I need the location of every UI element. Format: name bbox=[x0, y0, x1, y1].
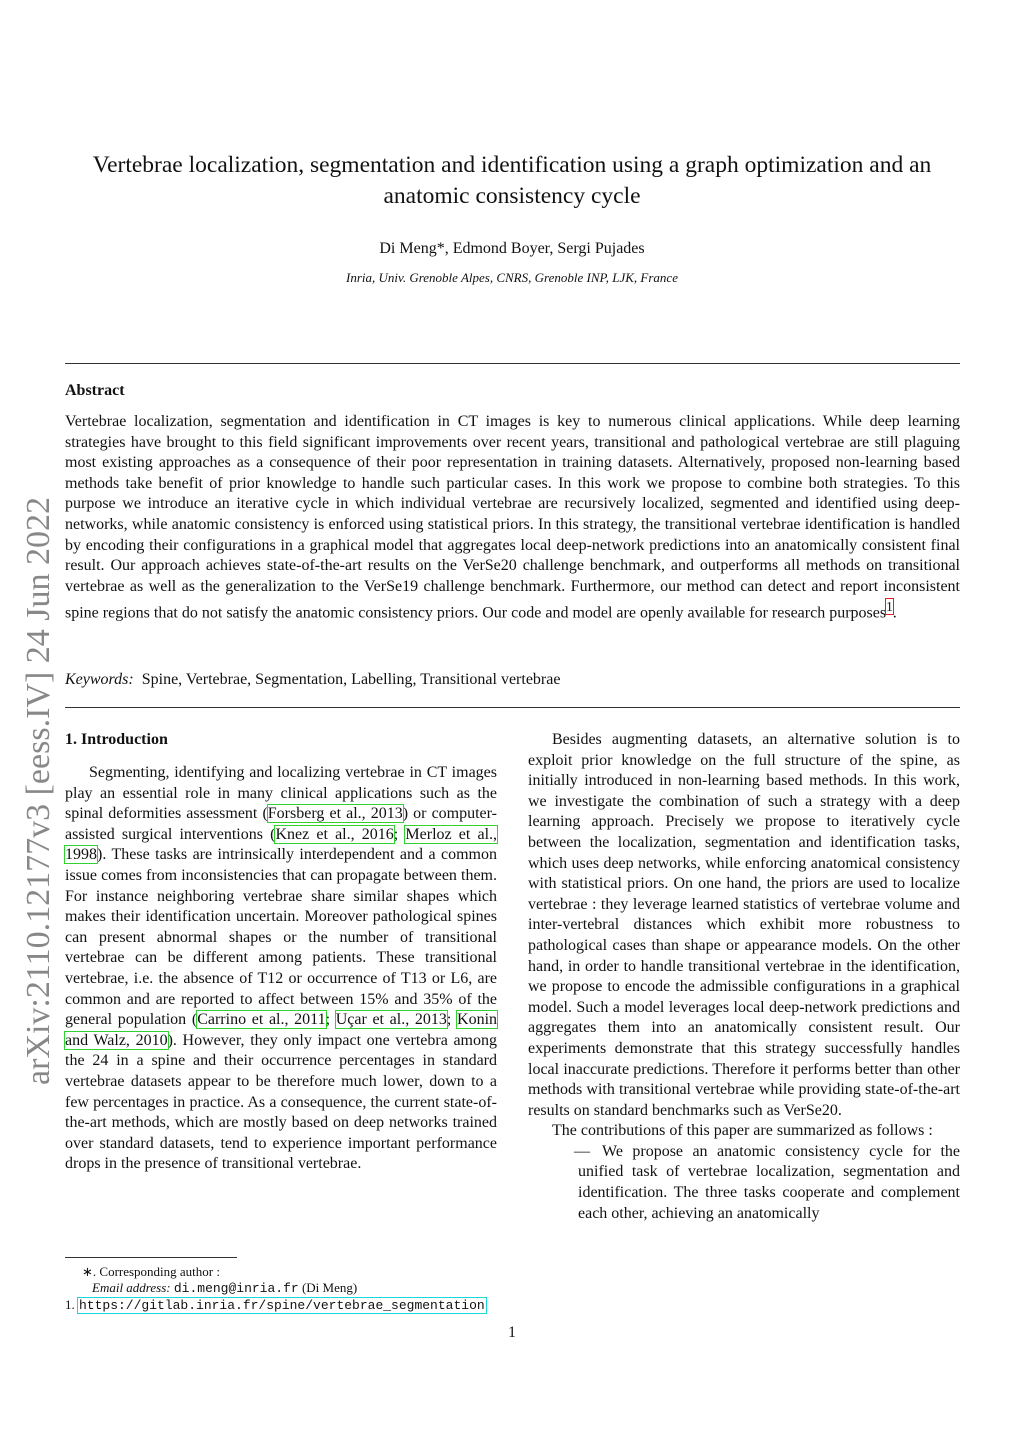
affiliation: Inria, Univ. Grenoble Alpes, CNRS, Grenoble INP, LJK, France bbox=[346, 270, 678, 285]
abstract-text: Vertebrae localization, segmentation and identification in CT images is key to numerous clinical applications. While deep learning strategies have brought to this field significant improvements over recent years, transitional and pathological vertebrae are still plaguing most existing approaches as a consequence of their poor representation in training datasets. Alternatively, proposed non-learning based methods take benefit of prior knowledge to handle such particular cases. In this work we propose to combine both strategies. To this purpose we introduce an iterative cycle in which individual vertebrae are recursively localized, segmented and identified using deep-networks, while anatomic consistency is enforced using statistical priors. In this strategy, the transitional vertebrae identification is handled by encoding their configurations in a graphical model that aggregates local deep-network predictions into an anatomically consistent final result. Our approach achieves state-of-the-art results on the VerSe20 challenge benchmark, and outperforms all methods on transitional vertebrae as well as the generalization to the VerSe19 challenge benchmark. Furthermore, our method can detect and report inconsistent spine regions that do not satisfy the anatomic consistency priors. Our code and model are openly available for research purposes bbox=[65, 413, 960, 622]
footnote-divider bbox=[65, 1257, 237, 1258]
intro-paragraph-2: Besides augmenting datasets, an alternative solution is to exploit prior knowledge on the full structure of the spine, as initially introduced in non-learning based methods. In this work, we investigate the combination of such a strategy with a deep learning approach. Precisely we propose to iteratively cycle between the localization, segmentation and identification tasks, which uses deep networks, while enforcing anatomical consistency with statistical priors. On one hand, the priors are used to localize vertebrae : they leverage learned statistics of vertebrae volume and inter-vertebral distances which exhibit more robustness to pathological cases than shape or appearance models. On the other hand, in order to handle transitional vertebrae in the identification, we propose to encode the admissible configurations in a graphical model. Such a model leverages local deep-network predictions and aggregates them into an anatomically consistent result. Our experiments demonstrate that this strategy successfully handles local inaccurate predictions. Therefore it performs better than other methods with transitional vertebrae while providing state-of-the-art results on standard benchmarks such as VerSe20. bbox=[528, 731, 960, 1119]
footnote-1 bbox=[65, 1297, 486, 1313]
list-dash: — bbox=[574, 1142, 590, 1160]
footnote-number: 1. bbox=[65, 1297, 75, 1312]
email-name: (Di Meng) bbox=[301, 1280, 358, 1295]
citation-knez-2016[interactable]: Knez et al., 2016 bbox=[275, 825, 394, 843]
author-list: Di Meng*, Edmond Boyer, Sergi Pujades bbox=[379, 240, 645, 257]
contribution-item-1 bbox=[528, 1142, 960, 1224]
paper-title: Vertebrae localization, segmentation and identification using a graph optimization and an anatomic consistency cycle bbox=[92, 152, 932, 209]
contribution-text: We propose an anatomic consistency cycle for the unified task of vertebrae localization, segmentation and identification. The three tasks cooperate and complement each other, achieving an anatomically bbox=[578, 1142, 960, 1222]
footnote-email bbox=[92, 1280, 357, 1296]
text-run: ; bbox=[325, 1011, 336, 1029]
citation-konin-2010[interactable]: Konin and Walz, 2010 bbox=[65, 1011, 498, 1049]
email-address[interactable]: di.meng@inria.fr bbox=[173, 1281, 299, 1296]
footnote-ref-1[interactable]: 1 bbox=[886, 599, 893, 615]
text-run: ). These tasks are intrinsically interdependent and a common issue comes from inconsistencies that can propagate between them. For instance neighboring vertebrae share similar shapes which makes their identification uncertain. Moreover pathological spines can present abnormal shapes or the number of transitional vertebrae can be different among patients. These transitional vertebrae, i.e. the absence of T12 or occurrence of T13 or L6, are common and are reported to affect between 15% and 35% of the general population ( bbox=[65, 846, 497, 1029]
page-number: 1 bbox=[508, 1324, 516, 1341]
text-run: ). However, they only impact one vertebra among the 24 in a spine and their occurrence percentages in standard vertebrae datasets appear to be therefore much lower, down to a few percentages in practice. As a consequence, the current state-of-the-art methods, which are mostly based on deep networks trained over standard datasets, tend to experience important performance drops in the presence of transitional vertebrae. bbox=[65, 1031, 498, 1173]
top-divider bbox=[65, 363, 960, 364]
left-column bbox=[65, 763, 497, 1175]
citation-carrino-2011[interactable]: Carrino et al., 2011 bbox=[197, 1011, 326, 1029]
intro-paragraph-3: The contributions of this paper are summarized as follows : bbox=[552, 1122, 933, 1140]
intro-paragraph-1 bbox=[65, 763, 497, 1175]
abstract-heading: Abstract bbox=[65, 382, 125, 399]
citation-forsberg-2013[interactable]: Forsberg et al., 2013 bbox=[267, 805, 403, 823]
keywords bbox=[65, 671, 560, 689]
email-label: Email address: bbox=[92, 1280, 171, 1295]
citation-ucar-2013[interactable]: Uçar et al., 2013 bbox=[335, 1011, 447, 1029]
text-run: Segmenting, identifying and localizing vertebrae in CT images play an essential role in many clinical applications such as the spinal deformities assessment ( bbox=[65, 764, 497, 823]
keywords-label: Keywords: bbox=[65, 671, 134, 688]
bottom-divider bbox=[65, 707, 960, 708]
section-heading-introduction: 1. Introduction bbox=[65, 731, 168, 748]
gitlab-link[interactable]: https://gitlab.inria.fr/spine/vertebrae_segmentation bbox=[79, 1298, 485, 1313]
citation-merloz-1998[interactable]: Merloz et al., 1998 bbox=[65, 825, 498, 864]
footnote-corresponding-author: ∗. Corresponding author : bbox=[82, 1264, 220, 1279]
arxiv-identifier: arXiv:2110.12177v3 [eess.IV] 24 Jun 2022 bbox=[20, 497, 57, 1085]
abstract-end: . bbox=[892, 604, 897, 622]
text-run: ; bbox=[393, 825, 406, 843]
text-run: ) or computer-assisted surgical interventions ( bbox=[65, 805, 497, 843]
keywords-text: Spine, Vertebrae, Segmentation, Labelling, Transitional vertebrae bbox=[141, 671, 561, 688]
abstract-body bbox=[65, 412, 960, 624]
text-run: ; bbox=[446, 1011, 458, 1029]
right-column bbox=[528, 730, 960, 1224]
